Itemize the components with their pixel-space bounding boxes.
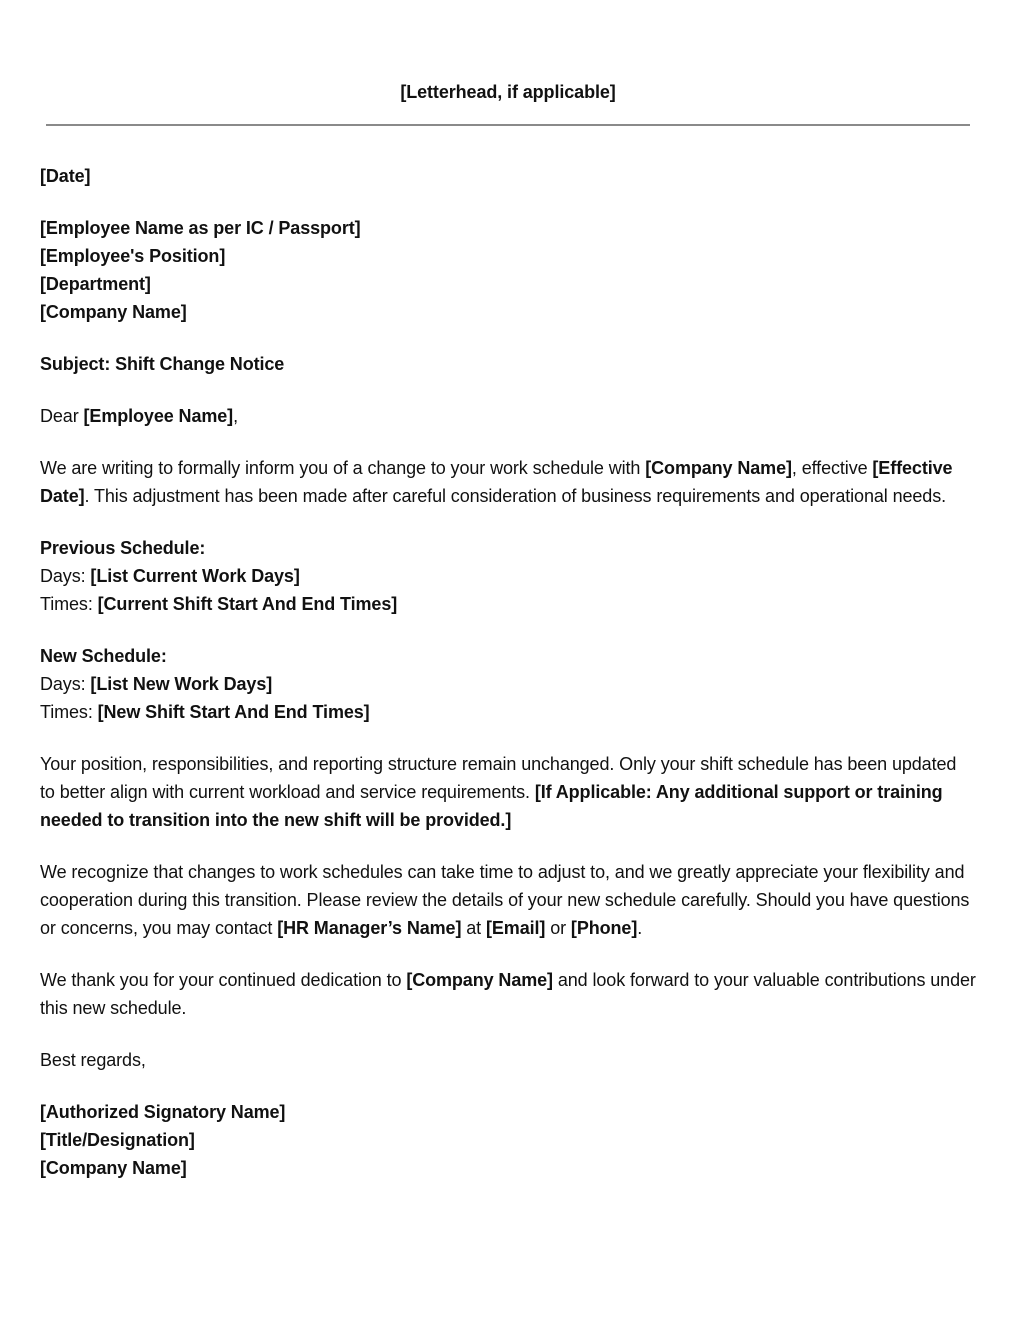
unchanged-text: Your position, responsibilities, and reporting structure remain unchanged. Only your shift schedule has been updated to better align with current workload and service requirements. [If Applicable: Any additional support or training needed to transition into the new shift will be provided.] <box>40 754 957 830</box>
recipient-name: [Employee Name as per IC / Passport] <box>40 218 361 238</box>
closing-line: Best regards, <box>40 1050 146 1070</box>
unchanged-paragraph <box>40 750 976 834</box>
date-placeholder: [Date] <box>40 166 91 186</box>
new-schedule-days: Days: [List New Work Days] <box>40 674 273 694</box>
new-schedule-heading: New Schedule: <box>40 646 167 666</box>
signatory-title: [Title/Designation] <box>40 1130 195 1150</box>
recipient-block <box>40 214 976 326</box>
new-schedule-times: Times: [New Shift Start And End Times] <box>40 702 370 722</box>
previous-schedule-block <box>40 534 976 618</box>
subject-block <box>40 350 976 378</box>
letterhead-divider <box>46 124 970 126</box>
date-block <box>40 162 976 190</box>
previous-schedule-heading: Previous Schedule: <box>40 538 206 558</box>
intro-text: We are writing to formally inform you of a change to your work schedule with [Company Name], effective [Effective Date]. This adjustment has been made after careful consideration of business requirements and operational needs. <box>40 458 953 506</box>
signatory-name: [Authorized Signatory Name] <box>40 1102 286 1122</box>
recognize-text: We recognize that changes to work schedules can take time to adjust to, and we greatly appreciate your flexibility and cooperation during this transition. Please review the details of your new schedule carefully. Should you have questions or concerns, you may contact [HR Manager’s Name] at [Email] or [Phone]. <box>40 862 970 938</box>
thanks-paragraph <box>40 966 976 1022</box>
signatory-company: [Company Name] <box>40 1158 187 1178</box>
closing-block <box>40 1046 976 1074</box>
new-schedule-block <box>40 642 976 726</box>
previous-schedule-days: Days: [List Current Work Days] <box>40 566 300 586</box>
signature-block <box>40 1098 976 1182</box>
recipient-company: [Company Name] <box>40 302 187 322</box>
intro-paragraph <box>40 454 976 510</box>
previous-schedule-times: Times: [Current Shift Start And End Times] <box>40 594 398 614</box>
recipient-position: [Employee's Position] <box>40 246 226 266</box>
thanks-text: We thank you for your continued dedication to [Company Name] and look forward to your valuable contributions under this new schedule. <box>40 970 976 1018</box>
letter-content <box>40 78 976 1182</box>
subject-line: Subject: Shift Change Notice <box>40 354 285 374</box>
salutation-line: Dear [Employee Name], <box>40 406 238 426</box>
recognize-paragraph <box>40 858 976 942</box>
letterhead-placeholder: [Letterhead, if applicable] <box>400 82 616 102</box>
salutation-block <box>40 402 976 430</box>
recipient-department: [Department] <box>40 274 151 294</box>
